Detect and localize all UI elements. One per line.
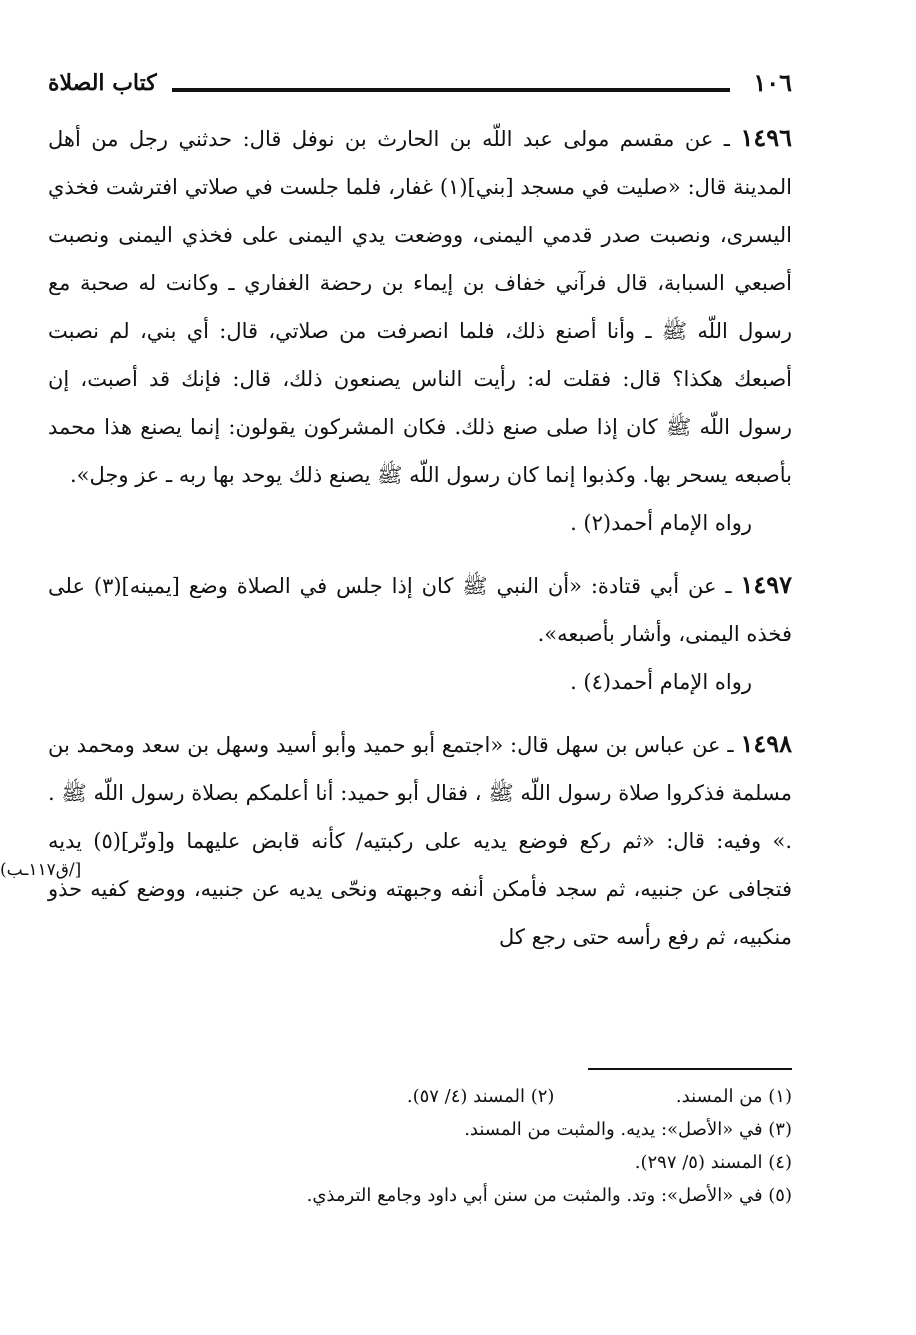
hadith-number: ١٤٩٦ [740, 123, 792, 152]
margin-note: [/ق١١٧ـب) [0, 860, 82, 880]
footnote-2: (٢) المسند (٤/ ٥٧). [406, 1086, 555, 1107]
footnote-row [48, 1080, 792, 1113]
page-body [48, 114, 792, 961]
footnote-3: (٣) في «الأصل»: يديه. والمثبت من المسند. [464, 1119, 792, 1140]
hadith-1497 [48, 561, 792, 658]
footnote-rule [588, 1068, 792, 1070]
page-header [48, 68, 792, 104]
hadith-number: ١٤٩٧ [740, 570, 792, 599]
hadith-narration: رواه الإمام أحمد(٢) . [570, 511, 752, 535]
hadith-text: ـ عن عباس بن سهل قال: «اجتمع أبو حميد وأبو أسيد وسهل بن سعد ومحمد بن مسلمة فذكروا صلاة رسول اللّه ﷺ ، فقال أبو حميد: أنا أعلمكم بصلاة رسول اللّه ﷺ . .» وفيه: قال: «ثم ركع فوضع يديه على ركبتيه/ كأنه قابض عليهما و[وتّر](٥) يديه فتجافى عن جنبيه، ثم سجد فأمكن أنفه وجبهته ونحّى يديه عن جنبيه، ووضع كفيه حذو منكبيه، ثم رفع رأسه حتى رجع كل [48, 733, 792, 949]
hadith-text: ـ عن أبي قتادة: «أن النبي ﷺ كان إذا جلس في الصلاة وضع [يمينه](٣) على فخذه اليمنى، وأشار بأصبعه». [48, 574, 792, 646]
hadith-number: ١٤٩٨ [740, 729, 792, 758]
footnote-4: (٤) المسند (٥/ ٢٩٧). [634, 1152, 792, 1173]
footnote-1: (١) من المسند. [675, 1086, 792, 1107]
hadith-text: ـ عن مقسم مولى عبد اللّه بن الحارث بن نوفل قال: حدثني رجل من أهل المدينة قال: «صليت في مسجد [بني](١) غفار، فلما جلست في صلاتي افترشت فخذي اليسرى، ونصبت صدر قدمي اليمنى، ووضعت يدي اليمنى على فخذي اليمنى ونصبت أصبعي السبابة، قال فرآني خفاف بن إيماء بن رحضة الغفاري ـ وكانت له صحبة مع رسول اللّه ﷺ ـ وأنا أصنع ذلك، فلما انصرفت من صلاتي، قال: أي بني، لم نصبت أصبعك هكذا؟ قال: فقلت له: رأيت الناس يصنعون ذلك، قال: فإنك قد أصبت، إن رسول اللّه ﷺ كان إذا صلى صنع ذلك. فكان المشركون يقولون: إنما يصنع هذا محمد بأصبعه يسحر بها. وكذبوا إنما كان رسول اللّه ﷺ يصنع ذلك يوحد بها ربه ـ عز وجل». [48, 127, 792, 487]
hadith-narration: رواه الإمام أحمد(٤) . [570, 670, 752, 694]
footnote-5: (٥) في «الأصل»: وتد. والمثبت من سنن أبي داود وجامع الترمذي. [306, 1185, 792, 1206]
footnotes [48, 1080, 792, 1212]
header-rule [172, 88, 730, 92]
hadith-1498 [48, 720, 792, 961]
page-number: ١٠٦ [753, 68, 792, 97]
hadith-1496 [48, 114, 792, 499]
book-title: كتاب الصلاة [48, 70, 157, 96]
